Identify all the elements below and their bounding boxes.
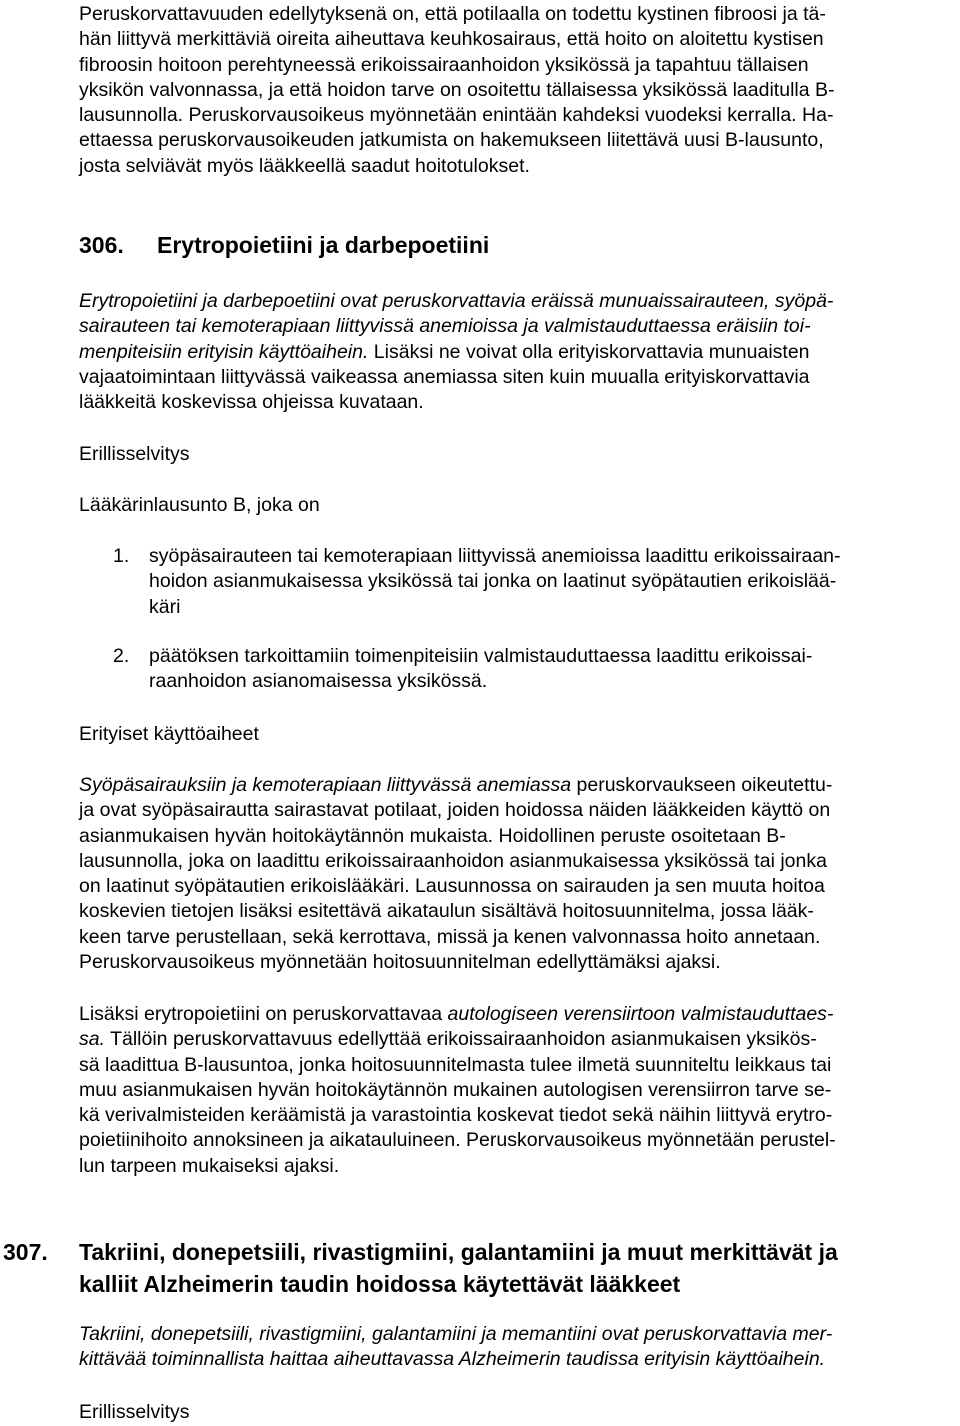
text-line: ettaessa peruskorvausoikeuden jatkumista on hakemukseen liitettävä uusi B-lausunto,	[79, 129, 824, 152]
text-line: raanhoidon asianomaisessa yksikössä.	[149, 670, 488, 693]
lisaksi-paragraph	[79, 1002, 959, 1179]
list-item	[79, 644, 959, 695]
erillisselvitys-heading: Erillisselvitys	[79, 443, 190, 465]
text-line: lausunnolla. Peruskorvausoikeus myönnetään enintään kahdeksi vuodeksi kerralla. Ha-	[79, 104, 834, 127]
text-line	[79, 1027, 959, 1052]
normal-run: Tällöin peruskorvattavuus edellyttää erikoissairaanhoidon asianmukaisen yksikös-	[105, 1028, 817, 1051]
section-number: 307.	[3, 1239, 48, 1265]
text-line: sairauteen tai kemoterapiaan liittyvissä anemioissa ja valmistauduttaessa eräisiin toi-	[79, 315, 811, 338]
text-line: käri	[149, 595, 181, 618]
text-line: keen tarve perustellaan, sekä kerrottava, missä ja kenen valvonnassa hoito annetaan.	[79, 925, 821, 948]
text-line: hoidon asianmukaisessa yksikössä tai jonka on laatinut syöpätautien erikoislää-	[149, 570, 837, 593]
normal-run: peruskorvaukseen oikeutettu-	[571, 774, 833, 796]
italic-run: sa.	[79, 1028, 106, 1051]
erityiset-paragraph	[79, 773, 959, 975]
erityiset-kayttoaiheet-heading: Erityiset käyttöaiheet	[79, 723, 259, 745]
section-number: 306.	[79, 232, 124, 258]
text-line	[79, 773, 959, 798]
text-line: sä laadittua B-lausuntoa, jonka hoitosuunnitelmasta tulee ilmetä suunniteltu leikkaus tai	[79, 1053, 832, 1076]
text-line: asianmukaisen hyvän hoitokäytännön mukaista. Hoidollinen peruste osoitetaan B-	[79, 824, 786, 847]
statement-list	[79, 544, 959, 694]
text-line	[79, 1002, 959, 1027]
text-line: fibroosin hoitoon perehtyneessä erikoissairaanhoidon yksikössä ja tapahtuu tällaisen	[79, 53, 809, 76]
text-line: ja ovat syöpäsairautta sairastavat potilaat, joiden hoidossa näiden lääkkeiden käyttö on	[79, 799, 831, 822]
text-line: josta selviävät myös lääkkeellä saadut hoitotulokset.	[79, 154, 530, 177]
text-line: hän liittyvä merkittäviä oireita aiheuttava keuhkosairaus, että hoito on aloitettu kystisen	[79, 28, 824, 51]
text-line: syöpäsairauteen tai kemoterapiaan liittyvissä anemioissa laadittu erikoissairaan-	[149, 545, 841, 567]
section-title-line: kalliit Alzheimerin taudin hoidossa käytettävät lääkkeet	[79, 1271, 681, 1297]
text-line: lausunnolla, joka on laadittu erikoissairaanhoidon asianmukaisessa yksikössä tai jonka	[79, 849, 827, 872]
text-line: vajaatoimintaan liittyvässä vaikeassa anemiassa siten kuin muualla erityiskorvattavia	[79, 365, 810, 388]
normal-run: Lisäksi erytropoietiini on peruskorvattavaa	[79, 1003, 448, 1025]
italic-run: menpiteisiin erityisin käyttöaihein.	[79, 340, 369, 363]
italic-run: Syöpäsairauksiin ja kemoterapiaan liittyvässä anemiassa	[79, 774, 572, 796]
text-line: koskevien tietojen lisäksi esitettävä aikataulun sisältävä hoitosuunnitelma, jossa lääk-	[79, 900, 814, 923]
text-line: päätöksen tarkoittamiin toimenpiteisiin valmistauduttaessa laadittu erikoissai-	[149, 644, 813, 667]
list-item-number: 1.	[113, 545, 130, 567]
list-item	[79, 544, 959, 620]
italic-run: autologiseen verensiirtoon valmistauduttaes-	[447, 1003, 834, 1025]
text-line: Peruskorvausoikeus myönnetään hoitosuunnitelman edellyttämäksi ajaksi.	[79, 951, 721, 974]
text-line: poietiinihoito annoksineen ja aikatauluineen. Peruskorvausoikeus myönnetään perustel-	[79, 1129, 836, 1152]
section-title-line: Takriini, donepetsiili, rivastigmiini, galantamiini ja muut merkittävät ja	[79, 1239, 838, 1265]
text-line	[79, 340, 959, 365]
text-line: kä verivalmisteiden keräämistä ja varastointia koskevat tiedot sekä näihin liittyvä erytro-	[79, 1104, 833, 1127]
text-line: yksikön valvonnassa, ja että hoidon tarve on osoitettu tällaisessa yksikössä laaditulla B-	[79, 78, 835, 101]
section-title-text: Erytropoietiini ja darbepoetiini	[157, 232, 490, 258]
text-line: lääkkeitä koskevissa ohjeissa kuvataan.	[79, 391, 424, 414]
section-307-title	[79, 1236, 959, 1300]
intro-paragraph	[79, 2, 959, 179]
section-306-intro	[79, 289, 959, 415]
text-line: Peruskorvattavuuden edellytyksenä on, että potilaalla on todettu kystinen fibroosi ja tä-	[79, 3, 826, 25]
erillisselvitys-heading: Erillisselvitys	[79, 1401, 190, 1423]
text-line: Takriini, donepetsiili, rivastigmiini, galantamiini ja memantiini ovat peruskorvattavia mer-	[79, 1323, 833, 1345]
list-item-number: 2.	[113, 644, 130, 667]
text-line: muu asianmukaisen hyvän hoitokäytännön mukainen autologisen verensiirron tarve se-	[79, 1078, 832, 1101]
text-line: kittävää toiminnallista haittaa aiheuttavassa Alzheimerin taudissa erityisin käyttöaihein.	[79, 1348, 826, 1371]
statement-lead: Lääkärinlausunto B, joka on	[79, 494, 320, 516]
text-line: on laatinut syöpätautien erikoislääkäri. Lausunnossa on sairauden ja sen muuta hoitoa	[79, 875, 825, 898]
text-line: lun tarpeen mukaiseksi ajaksi.	[79, 1154, 340, 1177]
section-307-intro	[79, 1322, 959, 1373]
text-line: Erytropoietiini ja darbepoetiini ovat peruskorvattavia eräissä munuaissairauteen, syöpä-	[79, 290, 834, 312]
normal-run: Lisäksi ne voivat olla erityiskorvattavia munuaisten	[368, 340, 810, 363]
